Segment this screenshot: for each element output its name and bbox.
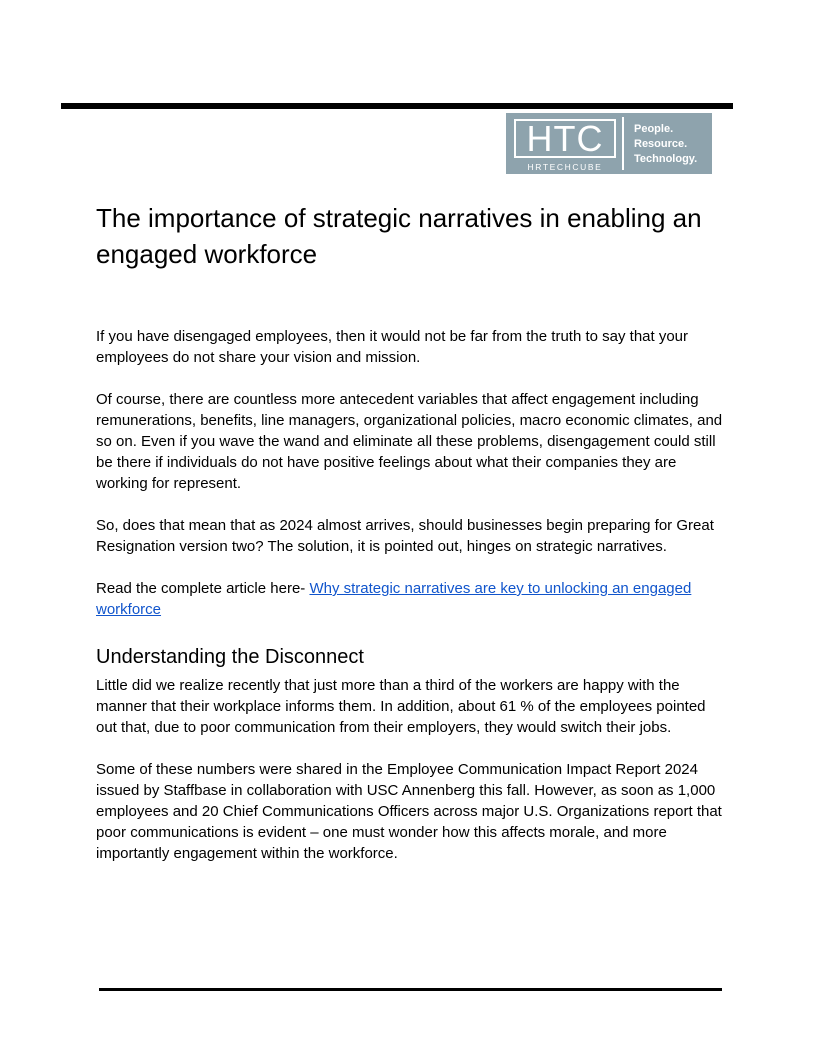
section-paragraph: Little did we realize recently that just more than a third of the workers are happy with the manner that their workplace informs them. In addition, about 61 % of the employees pointed out that, due to poor communication from their employers, they would switch their jobs. [96, 677, 706, 736]
document-title: The importance of strategic narratives in enabling an engaged workforce [96, 203, 702, 269]
section-paragraph: Some of these numbers were shared in the Employee Communication Impact Report 2024 issued by Staffbase in collaboration with USC Annenberg this fall. However, as soon as 1,000 employees and 20 Chief Communications Officers across major U.S. Organizations report that poor communications is evident – one must wonder how this affects morale, and more importantly engagement within the workforce. [96, 761, 722, 862]
logo-tagline-line: Technology. [634, 153, 698, 165]
article-link-paragraph [96, 578, 724, 620]
footer-rule [99, 988, 722, 991]
article-link-prefix: Read the complete article here- [96, 580, 310, 597]
htc-logo [506, 113, 712, 174]
paragraph: Of course, there are countless more antecedent variables that affect engagement including remunerations, benefits, line managers, organizational policies, macro economic climates, and so on. Even if you wave the wand and eliminate all these problems, disengagement could still be there if individuals do not have positive feelings about what their companies they are working for represent. [96, 391, 723, 492]
paragraph: So, does that mean that as 2024 almost arrives, should businesses begin preparing for Great Resignation version two? The solution, it is pointed out, hinges on strategic narratives. [96, 517, 714, 555]
paragraph: If you have disengaged employees, then it would not be far from the truth to say that your employees do not share your vision and mission. [96, 328, 689, 366]
logo-tagline [634, 122, 697, 167]
article-link[interactable]: Why strategic narratives are key to unlocking an engaged workforce [96, 580, 692, 618]
document-body [96, 200, 724, 885]
header-rule [61, 103, 733, 109]
logo-tagline-line: Resource. [634, 138, 688, 150]
logo-tagline-line: People. [634, 123, 674, 135]
section-heading: Understanding the Disconnect [96, 646, 364, 668]
logo-subtitle: HRTECHCUBE [527, 162, 603, 172]
logo-mark: HTC [514, 119, 616, 158]
logo-divider [622, 117, 624, 170]
